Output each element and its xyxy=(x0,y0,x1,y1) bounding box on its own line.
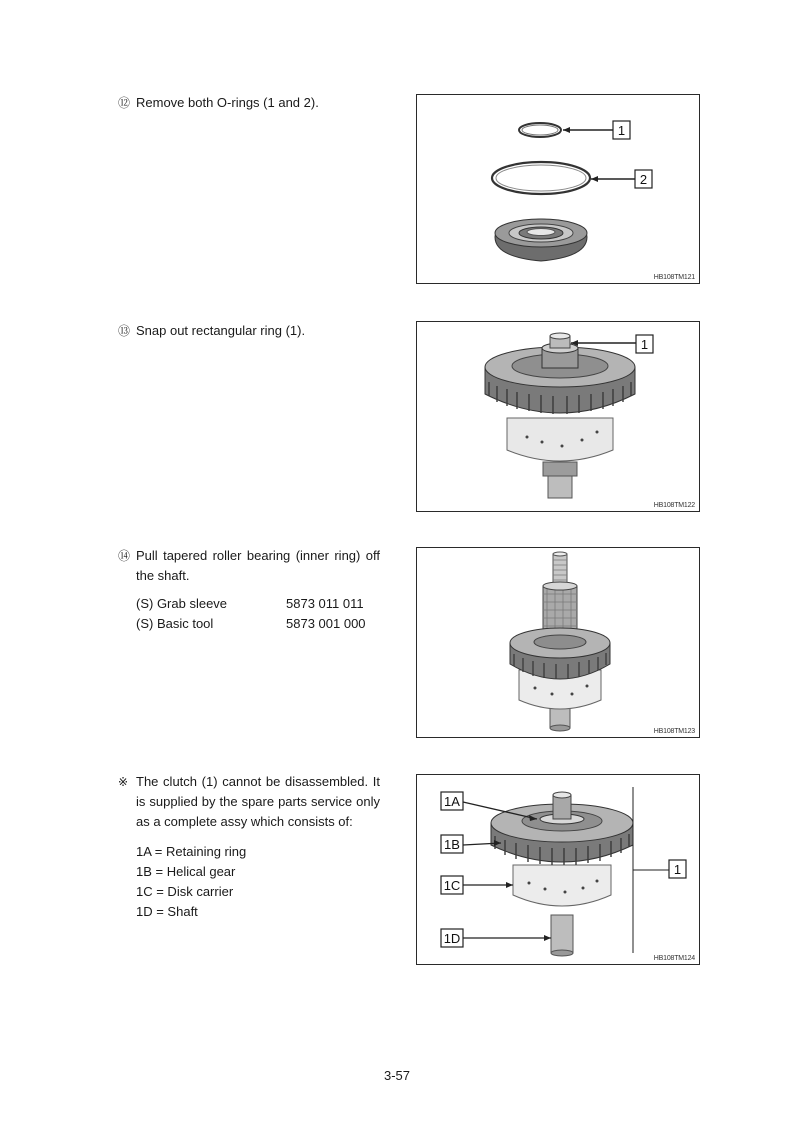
step-marker: ⑭ xyxy=(118,549,131,563)
step-12 xyxy=(118,93,380,113)
tool-number: 5873 001 000 xyxy=(286,616,366,631)
step-text: Snap out rectangular ring (1). xyxy=(136,323,306,338)
figure-code: HB108TM121 xyxy=(653,274,695,281)
o-rings-illustration xyxy=(417,95,699,283)
step-14 xyxy=(118,546,380,634)
tool-name: (S) Grab sleeve xyxy=(136,596,228,611)
tool-row xyxy=(136,614,380,634)
figure-code: HB108TM123 xyxy=(653,728,695,735)
clutch-disk-part xyxy=(495,219,587,261)
step-text: Pull tapered roller bearing (inner ring) off the shaft. xyxy=(136,548,380,583)
tool-name: (S) Basic tool xyxy=(136,616,214,631)
step-13 xyxy=(118,321,380,341)
note-marker: ※ xyxy=(118,775,129,789)
disk-carrier xyxy=(507,418,613,461)
o-ring-large xyxy=(492,162,590,194)
figure-clutch-assy xyxy=(416,774,700,965)
figure-code: HB108TM122 xyxy=(653,502,695,509)
callout-2: 2 xyxy=(639,172,648,187)
callout-1a: 1A xyxy=(444,794,460,809)
figure-code: HB108TM124 xyxy=(653,955,695,962)
component-item: 1C = Disk carrier xyxy=(136,884,234,899)
rectangular-ring-illustration xyxy=(417,322,699,511)
tool-list xyxy=(136,594,380,634)
page-number: 3-57 xyxy=(383,1068,411,1083)
component-item: 1D = Shaft xyxy=(136,904,198,919)
shaft-end xyxy=(543,462,577,498)
callout-1: 1 xyxy=(617,123,626,138)
callout-1c: 1C xyxy=(443,878,461,893)
callout-1b: 1B xyxy=(444,837,460,852)
clutch-note xyxy=(118,772,380,922)
component-item: 1B = Helical gear xyxy=(136,864,236,879)
step-marker: ⑬ xyxy=(118,324,131,338)
figure-bearing-removal xyxy=(416,547,700,738)
step-marker: ⑫ xyxy=(118,96,131,110)
note-text: The clutch (1) cannot be disassembled. It is supplied by the spare parts service only as a complete assy which consists of: xyxy=(136,774,380,829)
step-text: Remove both O-rings (1 and 2). xyxy=(136,95,319,110)
tool-row xyxy=(136,594,380,614)
rectangular-ring-hub xyxy=(542,333,578,368)
shaft xyxy=(551,915,573,956)
component-list xyxy=(136,842,380,922)
figure-rectangular-ring xyxy=(416,321,700,512)
bearing-removal-illustration xyxy=(417,548,699,737)
callout-1d: 1D xyxy=(443,931,461,946)
callout-1: 1 xyxy=(673,862,682,877)
component-item: 1A = Retaining ring xyxy=(136,844,247,859)
helical-gear xyxy=(510,628,610,679)
figure-o-rings xyxy=(416,94,700,284)
callout-1: 1 xyxy=(640,337,649,352)
clutch-assy-illustration xyxy=(417,775,699,964)
tool-number: 5873 011 011 xyxy=(286,596,364,611)
disk-carrier xyxy=(513,865,611,906)
